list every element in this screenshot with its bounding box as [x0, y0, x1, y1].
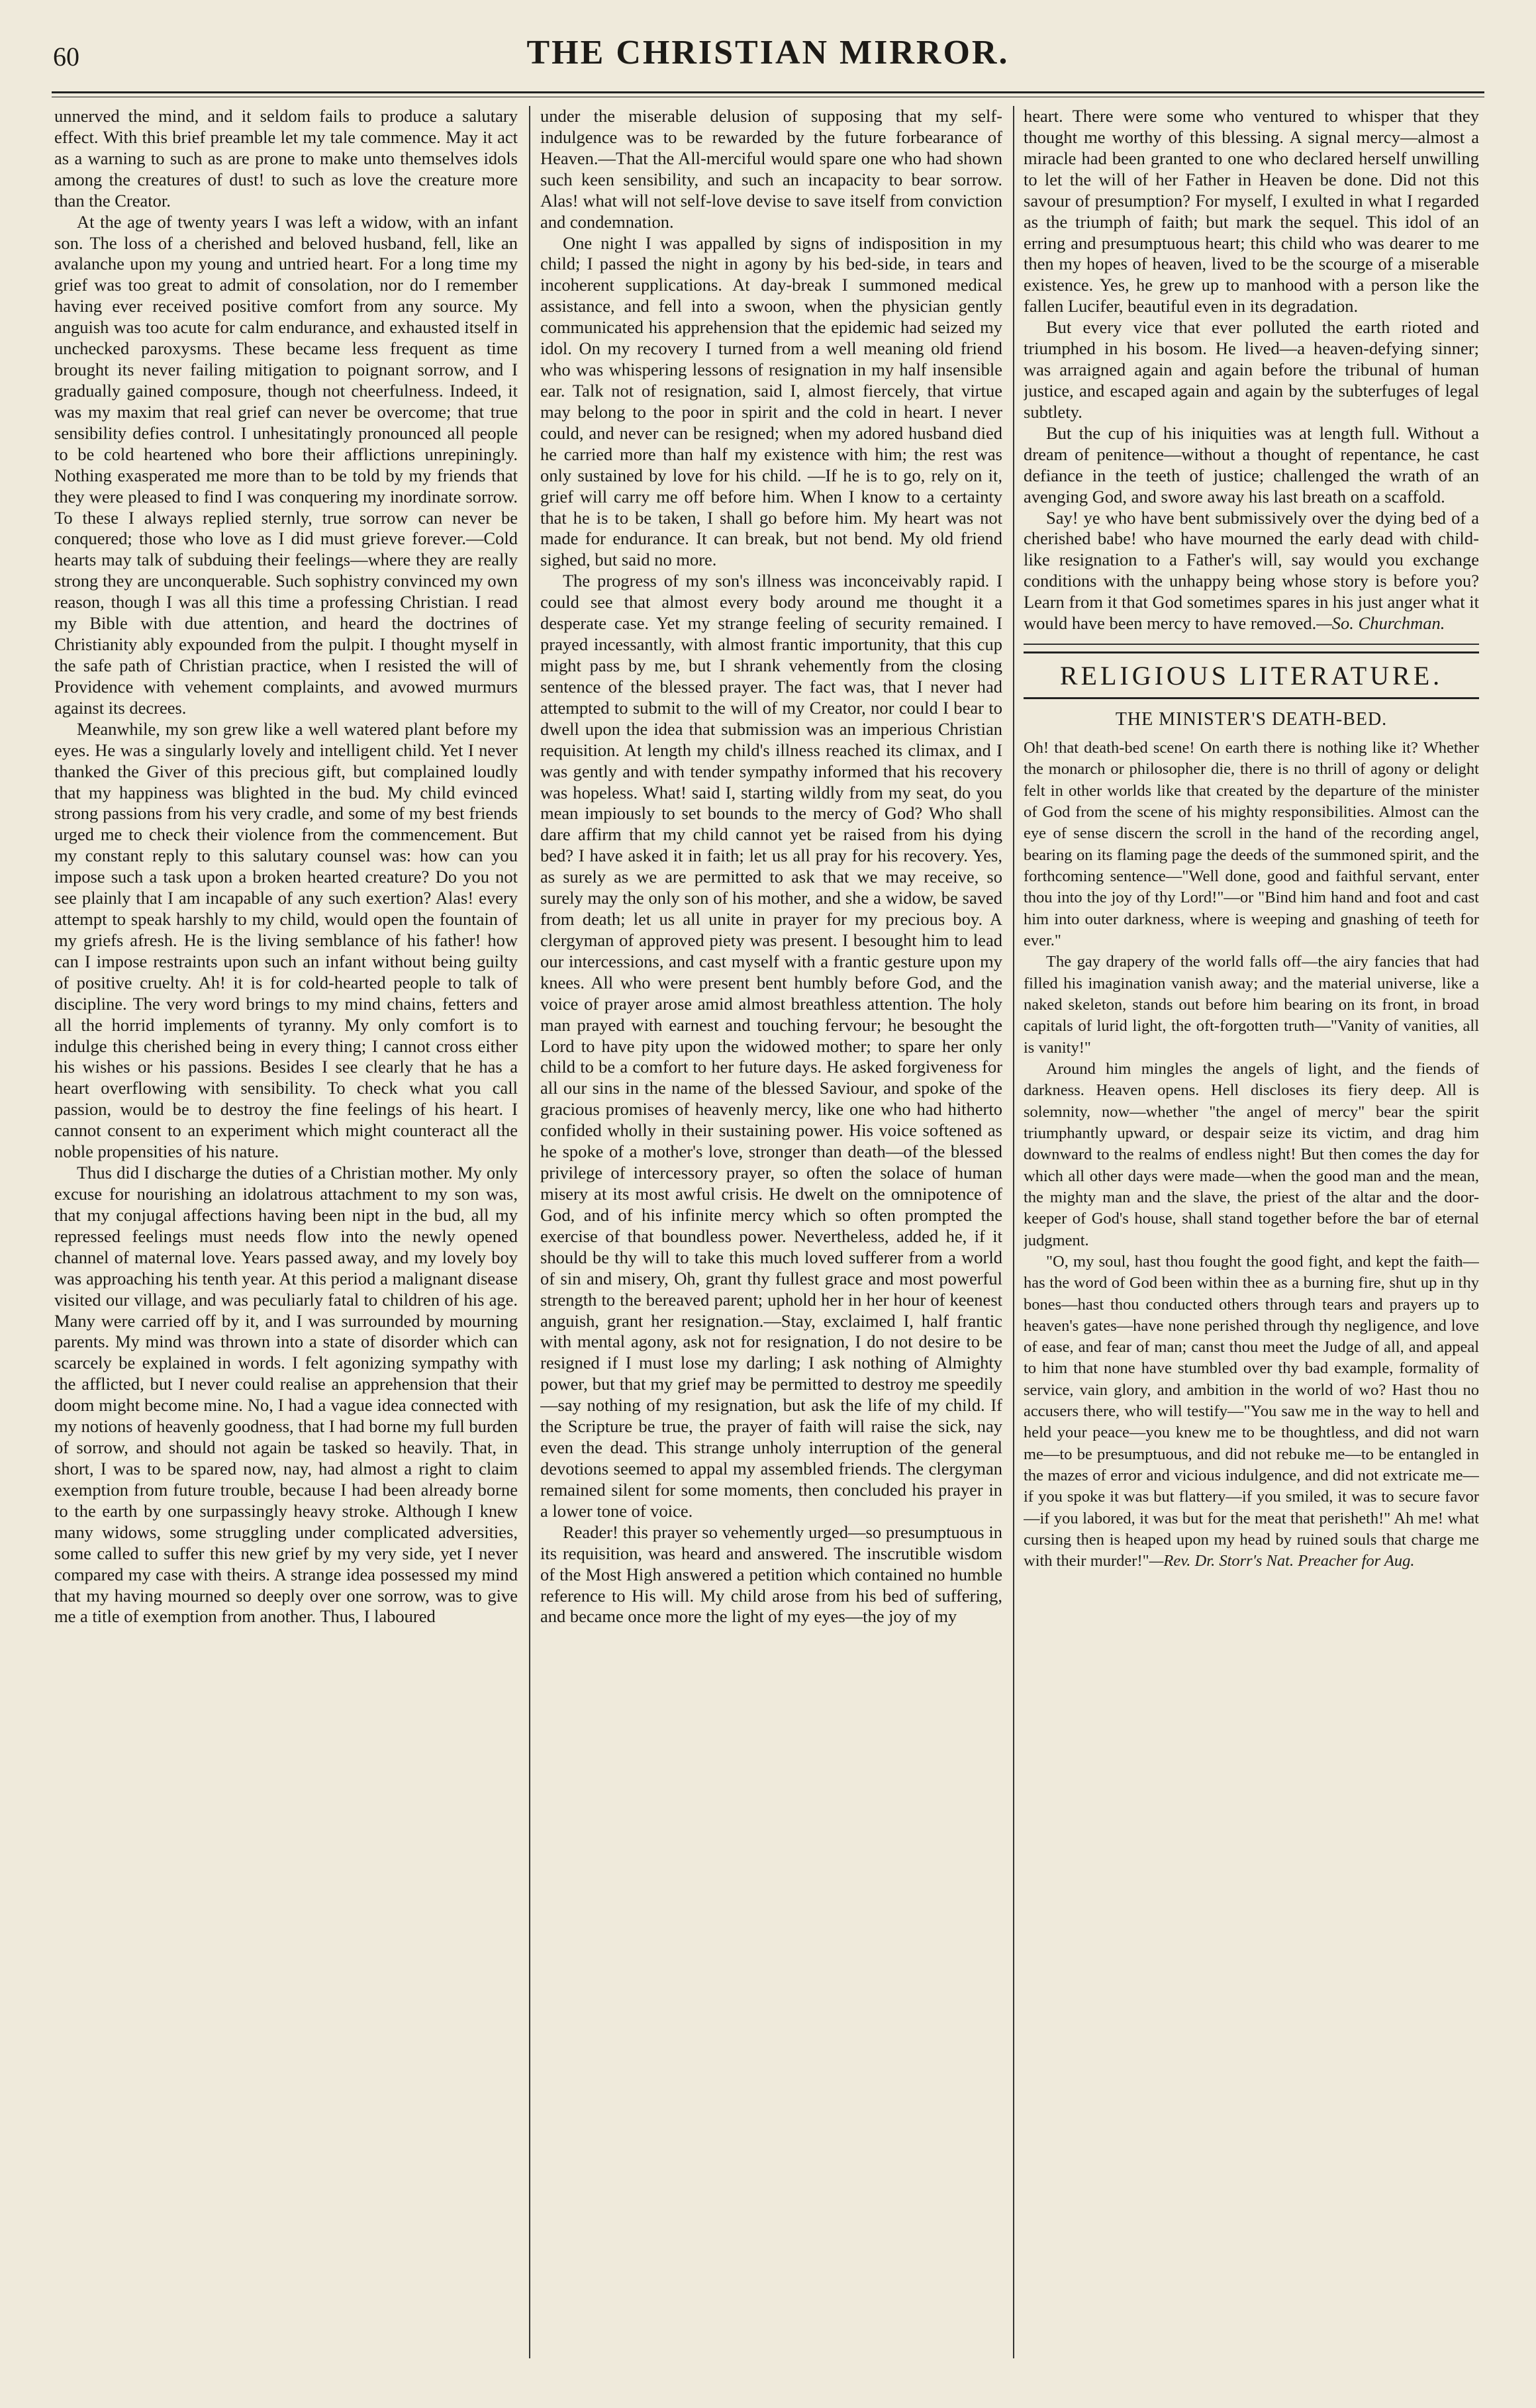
- article-signature: —So. Churchman.: [1316, 613, 1445, 634]
- section-separator: [1024, 644, 1479, 645]
- paragraph: Around him mingles the angels of light, and the fiends of darkness. Heaven opens. Hell discloses its fiery deep. All is solemnity, now—whether "the angel of mercy" bear the spirit triumphantly upward, or despair seize its victim, and drag him downward to the realms of endless night! But then comes the day for which all other days were made—when the good man and the mean, the mighty man and the slave, the priest of the altar and the door-keeper of God's house, shall stand together before the bar of eternal judgment.: [1024, 1059, 1479, 1249]
- section-heading: RELIGIOUS LITERATURE.: [1024, 651, 1479, 699]
- paragraph: Thus did I discharge the duties of a Christian mother. My only excuse for nourishing an idolatrous attachment to my son was, that my conjugal affections having been nipt in the bud, all my repressed feelings must needs flow into the newly opened channel of maternal love. Years passed away, and my lovely boy was approaching his tenth year. At this period a malignant disease visited our village, and was peculiarly fatal to children of his age. Many were carried off by it, and I was surrounded by mourning parents. My mind was thrown into a state of disorder which can scarcely be explained in words. I felt agonizing sympathy with the afflicted, but I never could realise an apprehension that their doom might become mine. No, I had a vague idea connected with my notions of heavenly goodness, that I had borne my full burden of sorrow, and should not again be tasked so heavily. That, in short, I was to be spared now, nay, had almost a right to claim exemption from future trouble, because I had been already borne to the earth by one surpassingly heavy stroke. Although I knew many widows, some struggling under complicated adversities, some called to suffer this new grief by my very side, yet I never compared my case with theirs. A strange idea possessed my mind that my having mourned so deeply over one sorrow, was to give me a title of exemption from another. Thus, I laboured: [54, 1163, 518, 1627]
- masthead-title: THE CHRISTIAN MIRROR.: [526, 34, 1010, 72]
- page-number: 60: [53, 42, 79, 72]
- paragraph-text: "O, my soul, hast thou fought the good fight, and kept the faith—has the word of God been within thee as a burning fire, shut up in thy bones—hast thou conducted others through tears and prayers up to heaven's gates—have none perished through thy negligence, and love of ease, and fear of man; canst thou meet the Judge of all, and appeal to him that none have stumbled over thy bad example, formality of service, vain glory, and ambition in the world of wo? Hast thou no accusers there, who will testify—"You saw me in the way to hell and held your peace—you knew me to be thoughtless, and did not warn me—to be presumptuous, and did not rebuke me—to be entangled in the mazes of error and vicious indulgence, and did not extricate me—if you spoke it was but flattery—if you smiled, it was to secure favor—if you labored, it was but for the meat that perisheth!" Ah me! what cursing then is heaped upon my head by ruined souls that charge me with their murder!": [1024, 1252, 1479, 1570]
- paragraph-text: Say! ye who have bent submissively over the dying bed of a cherished babe! who have mourned the early dead with child-like resignation to a Father's will, say would you exchange conditions with the unhappy being whose story is before you? Learn from it that God sometimes spares in his just anger what it would have been mercy to have removed.: [1024, 507, 1479, 634]
- column-divider: [1013, 106, 1014, 2358]
- article-signature: —Rev. Dr. Storr's Nat. Preacher for Aug.: [1149, 1552, 1415, 1570]
- column-1: [54, 106, 518, 2362]
- paragraph: Reader! this prayer so vehemently urged—so presumptuous in its requisition, was heard and answered. The inscrutible wisdom of the Most High answered a petition which contained no humble reference to His will. My child arose from his bed of suffering, and became once more the light of my eyes—the joy of my: [540, 1521, 1002, 1627]
- paragraph: But every vice that ever polluted the earth rioted and triumphed in his bosom. He lived—a heaven-defying sinner; was arraigned again and again before the tribunal of human justice, and escaped again and again by the subterfuges of legal subtlety.: [1024, 317, 1479, 422]
- article-body: [1024, 738, 1479, 1572]
- paragraph: But the cup of his iniquities was at length full. Without a dream of penitence—without a thought of repentance, he cast defiance in the teeth of justice; challenged the wrath of an avenging God, and swore away his last breath on a scaffold.: [1024, 422, 1479, 506]
- paragraph: Oh! that death-bed scene! On earth there is nothing like it? Whether the monarch or philosopher die, there is no thrill of agony or delight felt in other worlds like that created by the departure of the minister of God from the scene of his mighty responsibilities. Almost can the eye of sense discern the scroll in the hand of the recording angel, bearing on its flaming page the deeds of the summoned spirit, and the forthcoming sentence—"Well done, good and faithful servant, enter thou into the joy of thy Lord!"—or "Bind him hand and foot and cast him into outer darkness, where is weeping and gnashing of teeth for ever.": [1024, 738, 1479, 949]
- paragraph: [1024, 1251, 1479, 1572]
- paragraph: heart. There were some who ventured to whisper that they thought me worthy of this blessing. A signal mercy—almost a miracle had been granted to one who declared herself unwilling to let the will of her Father in Heaven be done. Did not this savour of presumption? For myself, I exulted in what I regarded as the triumph of faith; but mark the sequel. This idol of an erring and presumptuous heart; this child who was dearer to me then my hopes of heaven, lived to be the scourge of a miserable existence. Yes, he grew up to manhood with a person like the fallen Lucifer, beautiful even in its degradation.: [1024, 106, 1479, 316]
- paragraph: The progress of my son's illness was inconceivably rapid. I could see that almost every body around me thought it a desperate case. Yet my strange feeling of security remained. I prayed incessantly, with almost frantic importunity, that this cup might pass by me, but I shrank vehemently from the closing sentence of the blessed prayer. The fact was, that I never had attempted to submit to the will of my Creator, nor could I bear to dwell upon the idea that submission was an imperious Christian requisition. At length my child's illness reached its climax, and I was gently and with tender sympathy informed that his recovery was hopeless. What! said I, starting wildly from my seat, do you mean impiously to set bounds to the mercy of God? Who shall dare affirm that my child cannot yet be raised from his dying bed? I have asked it in faith; let us all pray for his recovery. Yes, as surely as we are permitted to ask that we may receive, so surely may the only son of his mother, and she a widow, be saved from death; let us all unite in prayer for my precious boy. A clergyman of approved piety was present. I besought him to lead our intercessions, and cast myself with a frantic gesture upon my knees. All who were present bent humbly before God, and the voice of prayer arose amid almost breathless attention. The holy man prayed with earnest and touching fervour; he besought the Lord to have pity upon the widowed mother; to spare her only child to be a comfort to her future days. He asked forgiveness for all our sins in the name of the blessed Saviour, and spoke of the gracious promises of heavenly mercy, like one who had hitherto confided wholly in their sustaining power. His voice softened as he spoke of a mother's love, stronger than death—of the blessed privilege of intercessory prayer, so often the solace of human misery at its most awful crisis. He dwelt on the omnipotence of God, and of his infinite mercy which so often prompted the exercise of that boundless power. Nevertheless, added he, if it should be thy will to take this much loved sufferer from a world of sin and misery, Oh, grant thy fullest grace and most powerful strength to the bereaved parent; uphold her in her hour of keenest anguish, grant her resignation.—Stay, exclaimed I, half frantic with mental agony, ask not for resignation, I do not desire to be resigned if I must lose my darling; I ask nothing of Almighty power, but that my grief may be permitted to destroy me speedily—say nothing of my resignation, but ask the life of my child. If the Scripture be true, the prayer of faith will raise the sick, nay even the dead. This strange unholy interruption of the general devotions seemed to appal my assembled friends. The clergyman remained silent for some moments, then concluded his prayer in a lower tone of voice.: [540, 571, 1002, 1521]
- paragraph: The gay drapery of the world falls off—the airy fancies that had filled his imagination vanish away; and the material universe, like a naked skeleton, stands out before him bearing on its front, in broad capitals of lurid light, the oft-forgotten truth—"Vanity of vanities, all is vanity!": [1024, 953, 1479, 1057]
- paragraph: unnerved the mind, and it seldom fails to produce a salutary effect. With this brief preamble let my tale commence. May it act as a warning to such as are prone to make unto themselves idols among the creatures of dust! to such as love the creature more than the Creator.: [54, 106, 518, 211]
- paragraph: At the age of twenty years I was left a widow, with an infant son. The loss of a cherished and beloved husband, fell, like an avalanche upon my young and untried heart. For a long time my grief was too great to admit of consolation, nor do I remember having ever received positive comfort from any source. My anguish was too acute for calm endurance, and exhausted itself in unchecked paroxysms. These became less frequent as time brought its never failing mitigation to poignant sorrow, and I gradually gained composure, though not cheerfulness. Indeed, it was my maxim that real grief can never be overcome; that true sensibility defies control. I unhesitatingly pronounced all people to be cold heartened who bore their afflictions unrepiningly. Nothing exasperated me more than to be told by my friends that they were pleased to find I was conquering my inordinate sorrow. To these I always replied sternly, true sorrow can never be conquered; those who love as I did must grieve forever.—Cold hearts may talk of subduing their feelings—where they are really strong they are unconquerable. Such sophistry convinced my own reason, though I was all this time a professing Christian. I read my Bible with due attention, and heard the doctrines of Christianity ably expounded from the pulpit. I thought myself in the safe path of Christian practice, when I resisted the will of Providence with vehement complaints, and avowed murmurs against its decrees.: [54, 211, 518, 718]
- paragraph: under the miserable delusion of supposing that my self-indulgence was to be rewarded by the future forbearance of Heaven.—That the All-merciful would spare one who had shown such keen sensibility, and such an incapacity to bear sorrow. Alas! what will not self-love devise to save itself from conviction and condemnation.: [540, 106, 1002, 232]
- column-3: [1024, 106, 1479, 2362]
- article-title: THE MINISTER'S DEATH-BED.: [1115, 709, 1388, 730]
- column-divider: [529, 106, 530, 2358]
- paragraph: One night I was appalled by signs of indisposition in my child; I passed the night in agony by his bed-side, in tears and incoherent supplications. At day-break I summoned medical assistance, and fell into a swoon, when the physician gently communicated his apprehension that the epidemic had seized my idol. On my recovery I turned from a well meaning old friend who was whispering lessons of resignation in my half insensible ear. Talk not of resignation, said I, almost fiercely, that virtue may belong to the poor in spirit and the cold in heart. I never could, and never can be resigned; when my adored husband died he carried more than half my existence with him; the rest was only sustained by love for his child. —If he is to go, rely on it, grief will carry me off before him. When I know to a certainty that he is to be taken, I shall go before him. My heart was not made for endurance. It can break, but not bend. My old friend sighed, but said no more.: [540, 232, 1002, 570]
- column-2: [540, 106, 1002, 2362]
- paragraph: Meanwhile, my son grew like a well watered plant before my eyes. He was a singularly lovely and intelligent child. Yet I never thanked the Giver of this precious gift, but complained loudly that my happiness was blighted in the bud. My child evinced strong passions from his very cradle, and some of my best friends urged me to check their violence from the commencement. But my constant reply to this salutary counsel was: how can you impose such a task upon a broken hearted creature? Do you not see plainly that I am incapable of any such exertion? Alas! every attempt to speak harshly to my child, would open the fountain of my griefs afresh. He is the living semblance of his father! how can I impose restraints upon such an infant without being guilty of positive cruelty. Ah! it is for cold-hearted people to talk of discipline. The very word brings to my mind chains, fetters and all the horrid implements of tyranny. My only comfort is to indulge this cherished being in every thing; I cannot cross either his wishes or his passions. Besides I see clearly that he has a heart overflowing with sensibility. To check what you call passion, would be to destroy the fine feelings of his heart. I cannot consent to an experiment which might counteract all the noble propensities of his nature.: [54, 718, 518, 1162]
- paragraph: [1024, 508, 1479, 635]
- header-rule: [52, 91, 1484, 93]
